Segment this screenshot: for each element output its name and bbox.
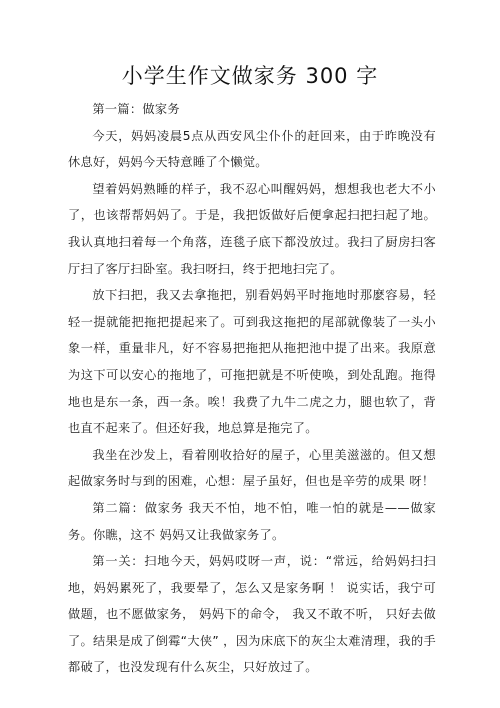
section-heading-2: 第二篇：做家务 我天不怕，地不怕，唯一怕的就是——做家务。你瞧，这不 妈妈又让我做家务了。	[68, 500, 436, 542]
paragraph: 放下扫把，我又去拿拖把，别看妈妈平时拖地时那麽容易，轻轻一提就能把拖把提起来了。可到我这拖把的尾部就像装了一头小象一样，重量非凡，好不容易把拖把从拖把池中提了出来。我原意为这下可以安心的拖地了，可拖把就是不听使唤，到处乱跑。拖得地也是东一条，西一条。唉！我费了九牛二虎之力，腿也软了，背也直不起来了。但还好我，地总算是拖完了。	[68, 288, 436, 436]
paragraph: 今天，妈妈凌晨5点从西安风尘仆仆的赶回来，由于昨晚没有休息好，妈妈今天特意睡了个懒觉。	[68, 128, 436, 170]
document-title: 小学生作文做家务 300 字	[121, 64, 379, 88]
document-body	[68, 96, 436, 681]
paragraph: 我坐在沙发上，看着刚收拾好的屋子，心里美滋滋的。但又想起做家务时与到的困难，心想：屋子虽好，但也是辛劳的成果 呀！	[68, 447, 436, 489]
section-heading-1: 第一篇：做家务	[92, 102, 180, 116]
paragraph: 望着妈妈熟睡的样子，我不忍心叫醒妈妈，想想我也老大不小了，也该帮帮妈妈了。于是，我把饭做好后便拿起扫把扫起了地。我认真地扫着每一个角落，连毯子底下都没放过。我扫了厨房扫客厅扫了客厅扫卧室。我扫呀扫，终于把地扫完了。	[68, 181, 436, 276]
paragraph: 第一关：扫地今天，妈妈哎呀一声，说：“常远，给妈妈扫扫地，妈妈累死了，我要晕了，怎么又是家务啊 ！ 说实话，我宁可做题，也不愿做家务， 妈妈下的命令， 我又不敢不听， 只好去做了。结果是成了倒霉“大侠” ，因为床底下的灰尘太难清理，我的手都破了，也没发现有什么灰尘，只好放过了。	[68, 554, 436, 675]
